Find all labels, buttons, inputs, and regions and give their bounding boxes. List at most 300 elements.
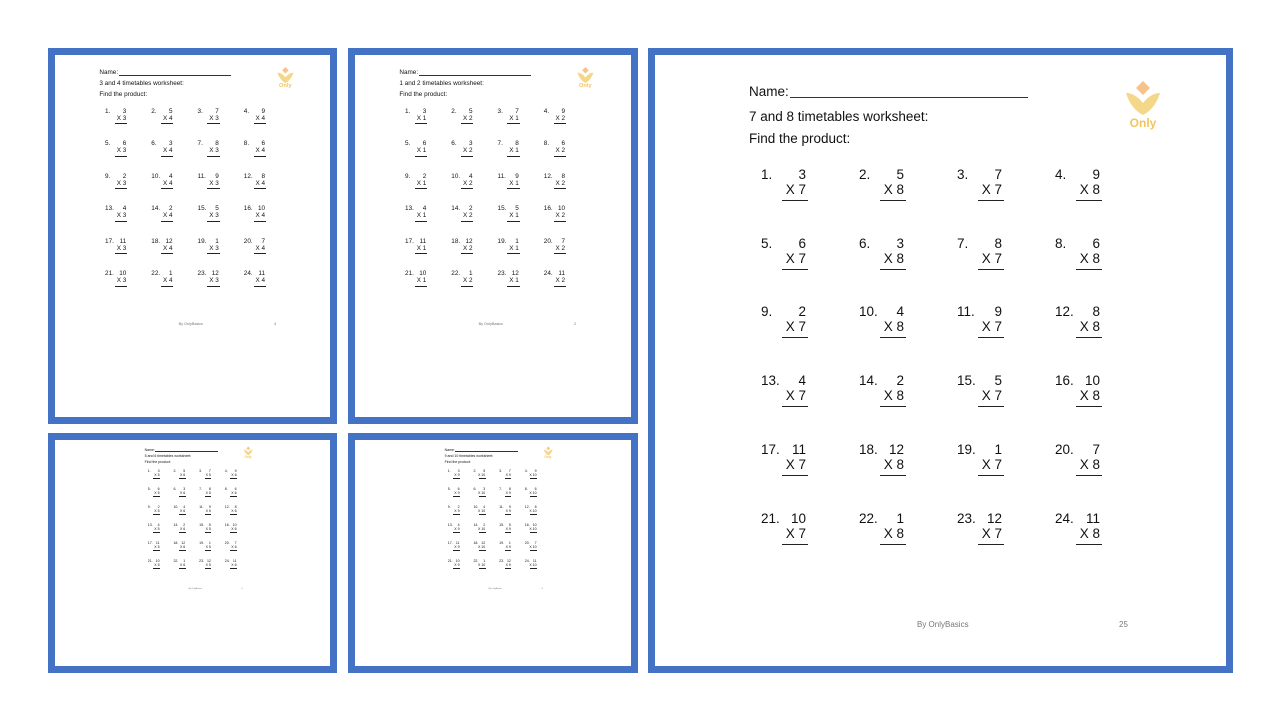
problem-number: 24. bbox=[224, 559, 230, 564]
problem-multiplier: X 6 bbox=[231, 545, 237, 550]
problem-number: 12. bbox=[224, 505, 230, 510]
problem bbox=[448, 505, 462, 515]
problem-number: 5. bbox=[761, 235, 773, 251]
problem-number: 21. bbox=[147, 559, 153, 564]
problem-factor: 2 bbox=[122, 172, 127, 180]
answer-line bbox=[1076, 269, 1102, 270]
problem-multiplier: X 5 bbox=[205, 545, 211, 550]
answer-line bbox=[230, 496, 237, 497]
problem-multiplier: X 9 bbox=[454, 509, 460, 514]
problem-factor: 1 bbox=[183, 559, 186, 564]
problem-multiplier: X 1 bbox=[509, 179, 519, 187]
problem-factor: 3 bbox=[168, 140, 173, 148]
answer-line bbox=[782, 544, 808, 545]
problem-number: 15. bbox=[499, 523, 504, 528]
problem-multiplier: X 7 bbox=[981, 456, 1002, 472]
problem-number: 20. bbox=[543, 237, 553, 245]
worksheet-title: 3 and 4 timetables worksheet: bbox=[99, 80, 184, 88]
problem-multiplier: X 2 bbox=[462, 114, 473, 122]
problem-factor: 4 bbox=[483, 505, 486, 510]
problem-multiplier: X 3 bbox=[116, 212, 127, 220]
problem-factor: 10 bbox=[257, 205, 266, 213]
problem-multiplier: X 2 bbox=[462, 244, 473, 252]
answer-line bbox=[207, 253, 219, 254]
problem-factor: 6 bbox=[234, 487, 237, 492]
answer-line bbox=[415, 123, 427, 124]
answer-line bbox=[782, 200, 808, 201]
problem-multiplier: X 1 bbox=[509, 277, 519, 285]
problem-multiplier: X 9 bbox=[454, 527, 460, 532]
problem bbox=[473, 487, 487, 497]
answer-line bbox=[530, 568, 537, 569]
problem-factor: 6 bbox=[261, 140, 266, 148]
problem-factor: 8 bbox=[208, 487, 211, 492]
problem-number: 10. bbox=[173, 505, 179, 510]
problem-factor: 1 bbox=[896, 510, 904, 526]
answer-line bbox=[230, 568, 237, 569]
problem-factor: 12 bbox=[481, 541, 486, 546]
problem-number: 17. bbox=[761, 441, 780, 457]
problem-number: 4. bbox=[524, 469, 528, 474]
problem-number: 7. bbox=[499, 487, 503, 492]
problem-factor: 10 bbox=[532, 523, 537, 528]
problem-multiplier: X 9 bbox=[505, 563, 511, 568]
worksheet-thumbnail-9-and-10[interactable] bbox=[348, 433, 638, 673]
answer-line bbox=[453, 514, 460, 515]
problem bbox=[173, 523, 187, 533]
answer-line bbox=[880, 337, 906, 338]
answer-line bbox=[1076, 544, 1102, 545]
problem-multiplier: X 7 bbox=[785, 456, 806, 472]
problem-factor: 7 bbox=[261, 237, 266, 245]
problem bbox=[198, 205, 223, 224]
answer-line bbox=[479, 550, 486, 551]
problem-number: 17. bbox=[447, 541, 453, 546]
problem-factor: 10 bbox=[455, 559, 460, 564]
problem bbox=[244, 205, 269, 224]
problem-number: 5. bbox=[105, 140, 111, 148]
problem-factor: 7 bbox=[208, 469, 211, 474]
problem-multiplier: X 9 bbox=[454, 473, 460, 478]
answer-line bbox=[415, 221, 427, 222]
logo-text: Only bbox=[244, 455, 252, 460]
logo-text: Only bbox=[1129, 116, 1157, 130]
problem-number: 1. bbox=[405, 107, 411, 115]
problem-factor: 8 bbox=[534, 505, 537, 510]
problem-number: 5. bbox=[447, 487, 451, 492]
problem-multiplier: X 10 bbox=[477, 473, 486, 478]
problem-multiplier: X 9 bbox=[505, 491, 511, 496]
answer-line bbox=[453, 496, 460, 497]
problem bbox=[173, 559, 187, 569]
answer-line bbox=[230, 532, 237, 533]
problem-multiplier: X 8 bbox=[883, 525, 904, 541]
problem bbox=[498, 140, 523, 159]
worksheet-page bbox=[55, 55, 325, 343]
worksheet-instructions: Find the product: bbox=[749, 131, 851, 146]
problem-factor: 4 bbox=[798, 373, 806, 389]
answer-line bbox=[254, 253, 266, 254]
problem-number: 6. bbox=[473, 487, 477, 492]
problem-multiplier: X 6 bbox=[231, 491, 237, 496]
problem-number: 9. bbox=[761, 304, 773, 320]
problem bbox=[1055, 442, 1107, 482]
problem-number: 15. bbox=[957, 373, 976, 389]
problem bbox=[199, 559, 213, 569]
problem-factor: 12 bbox=[165, 237, 173, 245]
problem-factor: 2 bbox=[422, 172, 427, 180]
problem bbox=[405, 108, 430, 127]
problem-factor: 9 bbox=[515, 172, 519, 180]
worksheet-thumbnail-1-and-2[interactable] bbox=[348, 48, 638, 424]
problem bbox=[148, 559, 162, 569]
problem bbox=[498, 205, 523, 224]
answer-line bbox=[415, 286, 427, 287]
answer-line bbox=[782, 337, 808, 338]
problem-factor: 4 bbox=[183, 505, 186, 510]
problem bbox=[225, 523, 239, 533]
problem-factor: 11 bbox=[532, 559, 537, 564]
answer-line bbox=[153, 514, 160, 515]
problem-multiplier: X 6 bbox=[179, 509, 186, 514]
answer-line bbox=[880, 406, 906, 407]
problem-multiplier: X 7 bbox=[981, 182, 1002, 197]
problem-number: 11. bbox=[197, 172, 206, 180]
problem bbox=[761, 167, 813, 207]
problem bbox=[859, 167, 911, 207]
problem bbox=[544, 238, 569, 257]
problem-number: 16. bbox=[243, 205, 253, 213]
problem bbox=[148, 505, 162, 515]
problem-factor: 5 bbox=[508, 523, 511, 528]
problem-multiplier: X 3 bbox=[209, 179, 219, 187]
problem-multiplier: X 2 bbox=[555, 277, 566, 285]
answer-line bbox=[207, 156, 219, 157]
problem-multiplier: X 1 bbox=[416, 277, 427, 285]
problem-multiplier: X 7 bbox=[785, 388, 806, 404]
problem-factor: 2 bbox=[183, 523, 186, 528]
problem-factor: 10 bbox=[557, 205, 566, 213]
problem-number: 11. bbox=[957, 304, 975, 320]
problem-multiplier: X 4 bbox=[162, 212, 173, 220]
problem-multiplier: X 4 bbox=[162, 277, 173, 285]
worksheet-thumbnail-3-and-4[interactable] bbox=[48, 48, 337, 424]
problem bbox=[499, 505, 513, 515]
problem bbox=[151, 270, 176, 289]
problem-multiplier: X 10 bbox=[529, 527, 537, 532]
problem-factor: 3 bbox=[468, 140, 473, 148]
problem bbox=[225, 505, 239, 515]
answer-line bbox=[530, 532, 537, 533]
answer-line bbox=[978, 475, 1004, 476]
logo-text: Only bbox=[544, 455, 552, 460]
problem-factor: 12 bbox=[181, 541, 186, 546]
problem bbox=[225, 469, 239, 479]
problem bbox=[859, 236, 911, 276]
answer-line bbox=[205, 568, 212, 569]
answer-line bbox=[461, 253, 473, 254]
problem-multiplier: X 2 bbox=[555, 114, 566, 122]
problem bbox=[1055, 236, 1107, 276]
problem-multiplier: X 10 bbox=[529, 509, 537, 514]
problem-number: 23. bbox=[499, 559, 504, 564]
problem-multiplier: X 2 bbox=[555, 212, 566, 220]
page-footer: By OnlyBasics bbox=[488, 588, 503, 591]
problem bbox=[859, 511, 911, 551]
problem bbox=[199, 487, 213, 497]
problem-multiplier: X 10 bbox=[529, 491, 537, 496]
problem-number: 13. bbox=[447, 523, 453, 528]
problem-number: 7. bbox=[199, 487, 203, 492]
problem bbox=[448, 469, 462, 479]
problem-multiplier: X 3 bbox=[209, 147, 219, 155]
answer-line bbox=[115, 123, 127, 124]
problem-multiplier: X 8 bbox=[883, 319, 904, 335]
problem-factor: 1 bbox=[215, 237, 219, 245]
problem bbox=[198, 108, 223, 127]
problem-number: 18. bbox=[173, 541, 179, 546]
problem-number: 4. bbox=[1055, 167, 1067, 182]
problem bbox=[198, 238, 223, 257]
problem bbox=[448, 523, 462, 533]
problem-number: 8. bbox=[524, 487, 528, 492]
answer-line bbox=[207, 286, 219, 287]
problem-factor: 6 bbox=[422, 140, 427, 148]
problem bbox=[957, 236, 1009, 276]
worksheet-title: 7 and 8 timetables worksheet: bbox=[749, 109, 929, 124]
answer-line bbox=[978, 200, 1004, 201]
problem bbox=[498, 173, 523, 192]
problem-multiplier: X 1 bbox=[416, 147, 427, 155]
answer-line bbox=[978, 544, 1004, 545]
problem-factor: 9 bbox=[208, 505, 211, 510]
problem-factor: 8 bbox=[561, 172, 566, 180]
answer-line bbox=[179, 550, 186, 551]
problem-multiplier: X 7 bbox=[785, 319, 806, 335]
problem-factor: 11 bbox=[419, 237, 427, 245]
problem-number: 7. bbox=[197, 140, 203, 148]
problem bbox=[244, 238, 269, 257]
problem bbox=[499, 469, 513, 479]
answer-line bbox=[254, 123, 266, 124]
problem-number: 3. bbox=[957, 167, 969, 182]
problem-multiplier: X 2 bbox=[555, 179, 566, 187]
problem-multiplier: X 6 bbox=[179, 491, 186, 496]
answer-line bbox=[161, 286, 173, 287]
problem-factor: 8 bbox=[515, 140, 519, 148]
answer-line bbox=[978, 406, 1004, 407]
problem-number: 20. bbox=[224, 541, 230, 546]
problem-factor: 6 bbox=[457, 487, 460, 492]
page-number: 4 bbox=[274, 321, 277, 326]
problem-number: 6. bbox=[859, 235, 871, 251]
problem bbox=[173, 505, 187, 515]
problem-factor: 8 bbox=[261, 172, 266, 180]
problem-number: 15. bbox=[197, 205, 207, 213]
problem-multiplier: X 8 bbox=[1079, 250, 1100, 266]
answer-line bbox=[153, 532, 160, 533]
problem bbox=[151, 205, 176, 224]
problem-number: 23. bbox=[199, 559, 204, 564]
answer-line bbox=[230, 550, 237, 551]
problem-factor: 9 bbox=[261, 107, 266, 115]
problem-multiplier: X 7 bbox=[981, 250, 1002, 266]
problem-number: 23. bbox=[197, 269, 207, 277]
problem bbox=[544, 173, 569, 192]
problem bbox=[957, 442, 1009, 482]
answer-line bbox=[554, 221, 566, 222]
problem-factor: 7 bbox=[561, 237, 566, 245]
problem-number: 3. bbox=[497, 107, 503, 115]
problem-factor: 3 bbox=[457, 469, 460, 474]
problem-factor: 4 bbox=[457, 523, 460, 528]
problem-multiplier: X 3 bbox=[209, 212, 219, 220]
problem-number: 22. bbox=[451, 269, 461, 277]
answer-line bbox=[507, 286, 519, 287]
problem-factor: 12 bbox=[211, 269, 219, 277]
problem bbox=[525, 505, 539, 515]
problem-number: 11. bbox=[499, 505, 504, 510]
problem-factor: 5 bbox=[215, 205, 219, 213]
problem bbox=[761, 304, 813, 344]
problem bbox=[525, 469, 539, 479]
problem-factor: 6 bbox=[157, 487, 160, 492]
problem-factor: 12 bbox=[206, 559, 211, 564]
onlybasics-logo bbox=[242, 446, 254, 459]
onlybasics-logo bbox=[274, 66, 296, 90]
problem-number: 7. bbox=[497, 140, 503, 148]
problem-multiplier: X 10 bbox=[477, 545, 486, 550]
problem-multiplier: X 6 bbox=[179, 527, 186, 532]
name-underline bbox=[119, 70, 231, 76]
problem-number: 8. bbox=[224, 487, 228, 492]
problem-multiplier: X 10 bbox=[477, 563, 486, 568]
problem bbox=[525, 541, 539, 551]
problem-number: 17. bbox=[105, 237, 114, 245]
problem bbox=[244, 270, 269, 289]
problem-number: 2. bbox=[173, 469, 177, 474]
problem-number: 13. bbox=[405, 205, 414, 213]
answer-line bbox=[782, 475, 808, 476]
problem-factor: 4 bbox=[422, 205, 427, 213]
problem-multiplier: X 5 bbox=[154, 563, 160, 568]
problem-multiplier: X 7 bbox=[785, 250, 806, 266]
problem-multiplier: X 6 bbox=[231, 509, 237, 514]
problem-multiplier: X 4 bbox=[162, 114, 173, 122]
problem bbox=[105, 140, 130, 159]
answer-line bbox=[415, 156, 427, 157]
problem-number: 19. bbox=[497, 237, 507, 245]
problem bbox=[105, 108, 130, 127]
problem-multiplier: X 3 bbox=[209, 114, 219, 122]
problem bbox=[225, 541, 239, 551]
problem-number: 14. bbox=[173, 523, 179, 528]
problem-factor: 3 bbox=[896, 235, 904, 251]
problem-number: 22. bbox=[473, 559, 479, 564]
problem-multiplier: X 4 bbox=[255, 277, 266, 285]
problem-number: 24. bbox=[1055, 510, 1074, 526]
answer-line bbox=[161, 156, 173, 157]
problem-factor: 11 bbox=[1085, 510, 1100, 526]
problem bbox=[544, 270, 569, 289]
problem-multiplier: X 10 bbox=[477, 527, 486, 532]
worksheet-thumbnail-5-and-6[interactable] bbox=[48, 433, 337, 673]
problem-number: 5. bbox=[405, 140, 411, 148]
problem-number: 7. bbox=[957, 235, 969, 251]
answer-line bbox=[230, 514, 237, 515]
answer-line bbox=[453, 532, 460, 533]
problem-factor: 8 bbox=[234, 505, 237, 510]
problem-multiplier: X 4 bbox=[255, 212, 266, 220]
problem bbox=[451, 173, 476, 192]
answer-line bbox=[205, 496, 212, 497]
problem bbox=[761, 511, 813, 551]
problem-multiplier: X 9 bbox=[505, 473, 511, 478]
answer-line bbox=[554, 188, 566, 189]
problem-multiplier: X 8 bbox=[1079, 319, 1100, 335]
name-label: Name: bbox=[99, 68, 119, 76]
answer-line bbox=[161, 188, 173, 189]
problem bbox=[151, 140, 176, 159]
page-number: 2 bbox=[574, 321, 577, 326]
problem-multiplier: X 6 bbox=[231, 473, 237, 478]
problem-multiplier: X 9 bbox=[454, 563, 460, 568]
problem bbox=[1055, 511, 1107, 551]
problem-number: 18. bbox=[451, 237, 461, 245]
answer-line bbox=[153, 496, 160, 497]
problem-number: 8. bbox=[543, 140, 550, 148]
worksheet-preview-7-and-8[interactable] bbox=[648, 48, 1233, 673]
problem-number: 19. bbox=[957, 441, 976, 457]
problem-multiplier: X 5 bbox=[205, 473, 211, 478]
name-underline bbox=[455, 448, 517, 452]
problem-factor: 3 bbox=[122, 107, 127, 115]
problem-multiplier: X 3 bbox=[209, 277, 219, 285]
problem-number: 1. bbox=[105, 107, 111, 115]
problem-number: 10. bbox=[473, 505, 479, 510]
problem-multiplier: X 1 bbox=[416, 114, 427, 122]
problem-number: 20. bbox=[1055, 441, 1074, 457]
problem bbox=[199, 523, 213, 533]
problem-factor: 9 bbox=[534, 469, 537, 474]
problem-multiplier: X 2 bbox=[462, 277, 473, 285]
problem-number: 19. bbox=[197, 237, 207, 245]
problem bbox=[498, 108, 523, 127]
problem-factor: 8 bbox=[215, 140, 219, 148]
problem-number: 23. bbox=[957, 510, 976, 526]
answer-line bbox=[782, 269, 808, 270]
problem-multiplier: X 3 bbox=[116, 277, 127, 285]
problem-factor: 12 bbox=[506, 559, 511, 564]
problem-number: 16. bbox=[224, 523, 230, 528]
problem-factor: 1 bbox=[208, 541, 211, 546]
answer-line bbox=[254, 188, 266, 189]
problem-number: 10. bbox=[451, 172, 461, 180]
problem-multiplier: X 1 bbox=[509, 114, 519, 122]
problem-factor: 1 bbox=[168, 269, 173, 277]
problem bbox=[148, 523, 162, 533]
answer-line bbox=[507, 221, 519, 222]
answer-line bbox=[115, 188, 127, 189]
problem-factor: 12 bbox=[986, 510, 1002, 526]
answer-line bbox=[161, 221, 173, 222]
problem-number: 4. bbox=[224, 469, 228, 474]
answer-line bbox=[461, 221, 473, 222]
name-underline bbox=[419, 70, 531, 76]
problem-multiplier: X 5 bbox=[154, 527, 160, 532]
problem-factor: 5 bbox=[208, 523, 211, 528]
problem bbox=[499, 487, 513, 497]
